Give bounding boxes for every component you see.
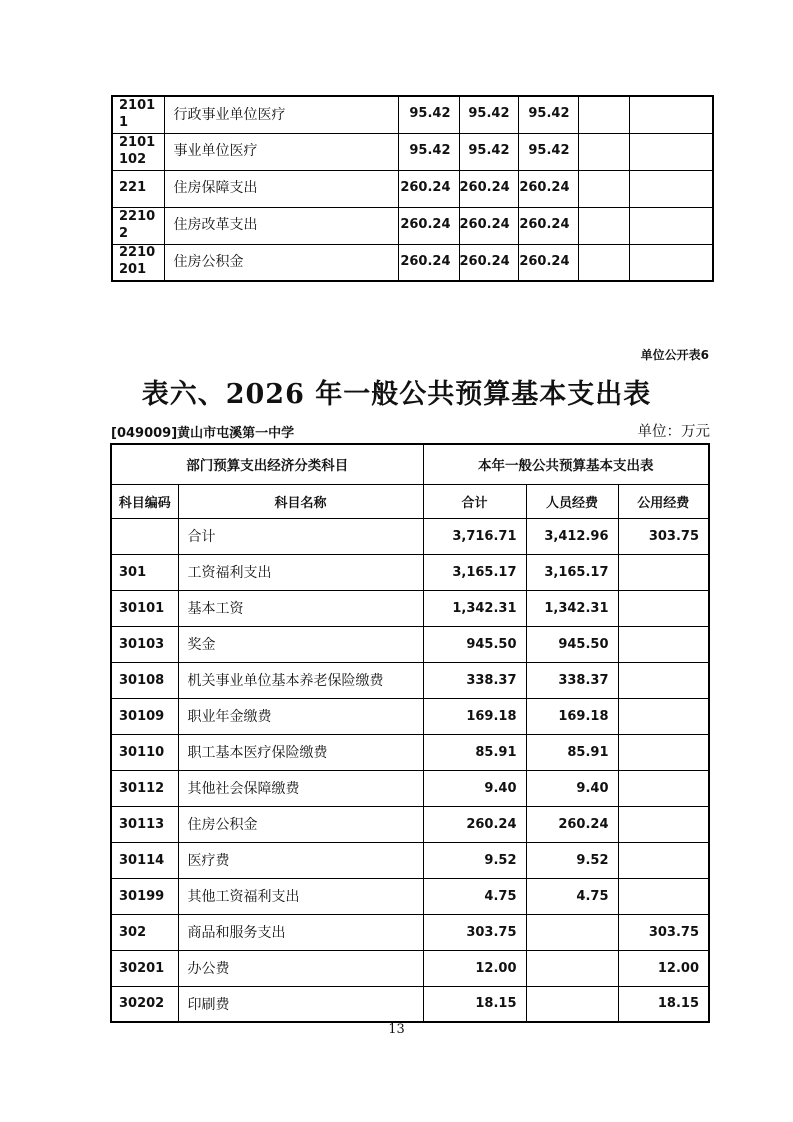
subject-code-cell: [111, 518, 178, 554]
empty-cell: [578, 133, 629, 170]
continuation-table: [111, 95, 714, 282]
public-amount-cell: [618, 842, 709, 878]
total-amount-cell: 18.15: [423, 986, 526, 1022]
table-row: [111, 770, 709, 806]
amount-cell: 260.24: [398, 207, 459, 244]
subject-code-cell: 30202: [111, 986, 178, 1022]
amount-cell: 95.42: [459, 96, 518, 133]
total-amount-cell: 1,342.31: [423, 590, 526, 626]
personnel-amount-cell: 260.24: [526, 806, 618, 842]
personnel-amount-cell: 1,342.31: [526, 590, 618, 626]
amount-cell: 260.24: [518, 244, 578, 281]
total-amount-cell: 9.52: [423, 842, 526, 878]
personnel-amount-cell: 9.52: [526, 842, 618, 878]
table-row: [112, 133, 713, 170]
budget-table-header: [111, 444, 709, 518]
public-amount-cell: 18.15: [618, 986, 709, 1022]
personnel-amount-cell: 3,165.17: [526, 554, 618, 590]
table-row: [112, 244, 713, 281]
table-row: [111, 986, 709, 1022]
column-header-public: 公用经费: [618, 484, 709, 518]
column-header-personnel: 人员经费: [526, 484, 618, 518]
subject-name-cell: 住房公积金: [178, 806, 423, 842]
page-title: 表六、2026 年一般公共预算基本支出表: [141, 379, 652, 410]
empty-cell: [578, 244, 629, 281]
personnel-amount-cell: 945.50: [526, 626, 618, 662]
subject-name-cell: 工资福利支出: [178, 554, 423, 590]
table-row: [112, 170, 713, 207]
subject-name-cell: 住房公积金: [164, 244, 398, 281]
subject-name-cell: 其他工资福利支出: [178, 878, 423, 914]
table-row: [111, 590, 709, 626]
budget-table-body: [111, 518, 709, 1022]
subject-name-cell: 其他社会保障缴费: [178, 770, 423, 806]
empty-cell: [629, 133, 713, 170]
public-amount-cell: [618, 878, 709, 914]
sub-header: [111, 420, 710, 441]
amount-cell: 260.24: [459, 207, 518, 244]
amount-cell: 260.24: [518, 170, 578, 207]
table-row: [111, 554, 709, 590]
subject-code-cell: 30109: [111, 698, 178, 734]
amount-cell: 95.42: [398, 96, 459, 133]
public-amount-cell: [618, 554, 709, 590]
public-amount-cell: [618, 590, 709, 626]
group-header-row: [111, 444, 709, 484]
table-row: [111, 626, 709, 662]
subject-code-cell: 30114: [111, 842, 178, 878]
empty-cell: [629, 244, 713, 281]
subject-name-cell: 医疗费: [178, 842, 423, 878]
public-amount-cell: [618, 662, 709, 698]
total-amount-cell: 85.91: [423, 734, 526, 770]
group-header-right: 本年一般公共预算基本支出表: [423, 444, 709, 484]
public-amount-cell: 12.00: [618, 950, 709, 986]
table-row: [112, 207, 713, 244]
public-amount-cell: [618, 770, 709, 806]
subject-code-cell: 221: [112, 170, 164, 207]
table-row: [111, 914, 709, 950]
subject-code-cell: 30108: [111, 662, 178, 698]
column-header-total: 合计: [423, 484, 526, 518]
table-row: [111, 662, 709, 698]
table-row: [111, 878, 709, 914]
public-amount-cell: [618, 806, 709, 842]
total-amount-cell: 9.40: [423, 770, 526, 806]
amount-cell: 95.42: [459, 133, 518, 170]
subject-code-cell: 30201: [111, 950, 178, 986]
subject-name-cell: 行政事业单位医疗: [164, 96, 398, 133]
subject-name-cell: 职业年金缴费: [178, 698, 423, 734]
empty-cell: [629, 96, 713, 133]
subject-code-cell: 301: [111, 554, 178, 590]
subject-code-cell: 30113: [111, 806, 178, 842]
personnel-amount-cell: 3,412.96: [526, 518, 618, 554]
subject-name-cell: 住房保障支出: [164, 170, 398, 207]
subject-name-cell: 事业单位医疗: [164, 133, 398, 170]
table-row: [111, 698, 709, 734]
subject-name-cell: 办公费: [178, 950, 423, 986]
personnel-amount-cell: 85.91: [526, 734, 618, 770]
subject-name-cell: 基本工资: [178, 590, 423, 626]
personnel-amount-cell: 338.37: [526, 662, 618, 698]
amount-cell: 260.24: [459, 170, 518, 207]
amount-cell: 260.24: [518, 207, 578, 244]
personnel-amount-cell: 4.75: [526, 878, 618, 914]
subject-code-cell: 2101102: [112, 133, 164, 170]
empty-cell: [578, 170, 629, 207]
page-number: 13: [388, 1022, 405, 1037]
column-header-row: [111, 484, 709, 518]
public-amount-cell: [618, 734, 709, 770]
subject-code-cell: 2210201: [112, 244, 164, 281]
column-header-name: 科目名称: [178, 484, 423, 518]
table-row: [111, 734, 709, 770]
column-header-code: 科目编码: [111, 484, 178, 518]
budget-table: [110, 443, 710, 1023]
total-amount-cell: 338.37: [423, 662, 526, 698]
public-amount-cell: [618, 626, 709, 662]
subject-name-cell: 机关事业单位基本养老保险缴费: [178, 662, 423, 698]
empty-cell: [629, 207, 713, 244]
empty-cell: [629, 170, 713, 207]
total-amount-cell: 169.18: [423, 698, 526, 734]
amount-cell: 260.24: [398, 244, 459, 281]
subject-code-cell: 30103: [111, 626, 178, 662]
personnel-amount-cell: [526, 950, 618, 986]
amount-cell: 260.24: [459, 244, 518, 281]
subject-code-cell: 30110: [111, 734, 178, 770]
total-amount-cell: 260.24: [423, 806, 526, 842]
org-name: [049009]黄山市屯溪第一中学: [111, 426, 295, 441]
subject-code-cell: 30101: [111, 590, 178, 626]
subject-name-cell: 合计: [178, 518, 423, 554]
amount-cell: 95.42: [518, 96, 578, 133]
subject-name-cell: 住房改革支出: [164, 207, 398, 244]
subject-code-cell: 21011: [112, 96, 164, 133]
total-amount-cell: 945.50: [423, 626, 526, 662]
subject-name-cell: 奖金: [178, 626, 423, 662]
table-row: [111, 950, 709, 986]
table-row: [111, 806, 709, 842]
total-amount-cell: 3,716.71: [423, 518, 526, 554]
total-amount-cell: 3,165.17: [423, 554, 526, 590]
table-row: [111, 518, 709, 554]
subject-code-cell: 22102: [112, 207, 164, 244]
personnel-amount-cell: 169.18: [526, 698, 618, 734]
sheet-label: 单位公开表6: [640, 348, 709, 362]
empty-cell: [578, 207, 629, 244]
subject-code-cell: 30112: [111, 770, 178, 806]
subject-name-cell: 职工基本医疗保险缴费: [178, 734, 423, 770]
table-row: [111, 842, 709, 878]
personnel-amount-cell: [526, 986, 618, 1022]
total-amount-cell: 303.75: [423, 914, 526, 950]
public-amount-cell: 303.75: [618, 914, 709, 950]
public-amount-cell: 303.75: [618, 518, 709, 554]
amount-cell: 260.24: [398, 170, 459, 207]
subject-name-cell: 商品和服务支出: [178, 914, 423, 950]
personnel-amount-cell: 9.40: [526, 770, 618, 806]
amount-cell: 95.42: [398, 133, 459, 170]
amount-cell: 95.42: [518, 133, 578, 170]
total-amount-cell: 4.75: [423, 878, 526, 914]
group-header-left: 部门预算支出经济分类科目: [111, 444, 423, 484]
unit-note: 单位：万元: [637, 424, 710, 440]
subject-code-cell: 302: [111, 914, 178, 950]
personnel-amount-cell: [526, 914, 618, 950]
total-amount-cell: 12.00: [423, 950, 526, 986]
continuation-table-body: [112, 96, 713, 281]
subject-name-cell: 印刷费: [178, 986, 423, 1022]
table-row: [112, 96, 713, 133]
public-amount-cell: [618, 698, 709, 734]
subject-code-cell: 30199: [111, 878, 178, 914]
empty-cell: [578, 96, 629, 133]
